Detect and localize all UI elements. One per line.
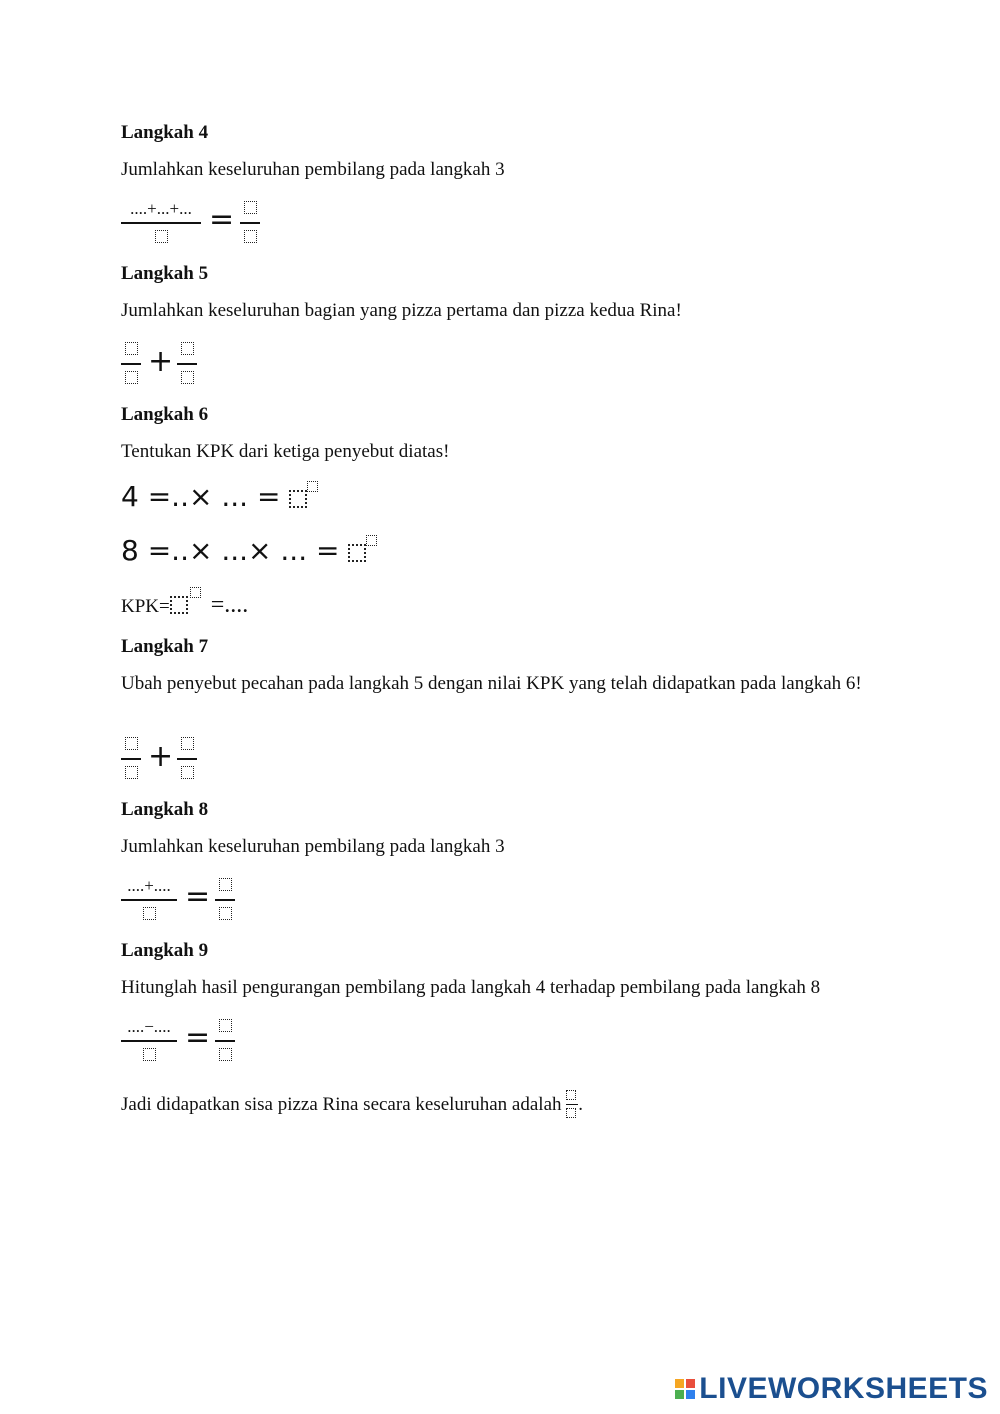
fraction-bar xyxy=(566,1104,578,1105)
answer-box[interactable] xyxy=(566,1090,576,1100)
answer-box[interactable] xyxy=(181,766,194,779)
logo-text: LIVEWORKSHEETS xyxy=(699,1372,988,1405)
answer-box-exponent[interactable] xyxy=(190,587,201,598)
fraction-bar xyxy=(215,1040,235,1042)
answer-box[interactable] xyxy=(125,737,138,750)
factor-line-4-text: 4 =..× ... = xyxy=(121,480,281,513)
step-5-fraction-2 xyxy=(177,338,197,390)
plus-sign: + xyxy=(148,344,174,379)
fraction-bar xyxy=(121,363,141,365)
answer-box[interactable] xyxy=(125,371,138,384)
kpk-label: KPK= xyxy=(121,596,170,617)
step-9-title: Langkah 9 xyxy=(121,940,209,961)
step-6-title: Langkah 6 xyxy=(121,404,209,425)
step-8-title: Langkah 8 xyxy=(121,799,209,820)
factor-line-8-text: 8 =..× ...× ... = xyxy=(121,534,340,567)
answer-box[interactable] xyxy=(170,596,188,614)
answer-box[interactable] xyxy=(244,230,257,243)
step-7-fraction-1 xyxy=(121,733,141,785)
fraction-bar xyxy=(121,899,177,901)
step-5-fraction-1 xyxy=(121,338,141,390)
answer-box[interactable] xyxy=(348,544,366,562)
liveworksheets-logo xyxy=(675,1372,988,1406)
step-5-text: Jumlahkan keseluruhan bagian yang pizza pertama dan pizza kedua Rina! xyxy=(121,300,682,321)
answer-box[interactable] xyxy=(566,1108,576,1118)
step-4-text: Jumlahkan keseluruhan pembilang pada langkah 3 xyxy=(121,159,505,180)
conclusion-fraction xyxy=(566,1090,578,1120)
step-4-numerator: ....+...+... xyxy=(130,199,192,218)
factor-line-8 xyxy=(121,534,377,567)
step-9-numerator: ....−.... xyxy=(127,1017,171,1036)
step-7-title: Langkah 7 xyxy=(121,636,209,657)
step-7-text: Ubah penyebut pecahan pada langkah 5 dengan nilai KPK yang telah didapatkan pada langkah 6! xyxy=(121,673,862,694)
step-7-fraction-2 xyxy=(177,733,197,785)
fraction-bar xyxy=(177,758,197,760)
answer-box[interactable] xyxy=(181,737,194,750)
fraction-bar xyxy=(121,758,141,760)
conclusion-period: . xyxy=(578,1094,584,1115)
fraction-bar xyxy=(215,899,235,901)
equals-sign: = xyxy=(209,202,235,237)
answer-box[interactable] xyxy=(181,371,194,384)
answer-box[interactable] xyxy=(219,1048,232,1061)
step-4-fraction-right xyxy=(240,197,260,249)
step-8-text: Jumlahkan keseluruhan pembilang pada langkah 3 xyxy=(121,836,505,857)
fraction-bar xyxy=(177,363,197,365)
fraction-bar xyxy=(121,1040,177,1042)
answer-box[interactable] xyxy=(143,1048,156,1061)
answer-box[interactable] xyxy=(219,907,232,920)
factor-line-4 xyxy=(121,480,318,513)
step-8-numerator: ....+.... xyxy=(127,876,171,895)
step-6-text: Tentukan KPK dari ketiga penyebut diatas! xyxy=(121,441,450,462)
answer-box[interactable] xyxy=(289,490,307,508)
kpk-line xyxy=(121,587,248,618)
conclusion xyxy=(121,1090,583,1120)
answer-box[interactable] xyxy=(125,766,138,779)
step-4-fraction-left xyxy=(121,197,201,249)
step-5-title: Langkah 5 xyxy=(121,263,209,284)
fraction-bar xyxy=(121,222,201,224)
step-8-fraction-left xyxy=(121,874,177,926)
plus-sign: + xyxy=(148,739,174,774)
answer-box[interactable] xyxy=(155,230,168,243)
answer-box[interactable] xyxy=(219,1019,232,1032)
kpk-result: =.... xyxy=(210,592,249,618)
answer-box[interactable] xyxy=(181,342,194,355)
equals-sign: = xyxy=(185,1020,211,1055)
step-4-title: Langkah 4 xyxy=(121,122,209,143)
answer-box[interactable] xyxy=(143,907,156,920)
equals-sign: = xyxy=(185,879,211,914)
fraction-bar xyxy=(240,222,260,224)
step-9-fraction-right xyxy=(215,1015,235,1067)
logo-mark-icon xyxy=(675,1379,695,1399)
answer-box-exponent[interactable] xyxy=(366,535,377,546)
answer-box[interactable] xyxy=(244,201,257,214)
step-9-text: Hitunglah hasil pengurangan pembilang pada langkah 4 terhadap pembilang pada langkah 8 xyxy=(121,977,821,998)
conclusion-text: Jadi didapatkan sisa pizza Rina secara keseluruhan adalah xyxy=(121,1094,562,1115)
step-8-fraction-right xyxy=(215,874,235,926)
step-9-fraction-left xyxy=(121,1015,177,1067)
answer-box[interactable] xyxy=(219,878,232,891)
answer-box-exponent[interactable] xyxy=(307,481,318,492)
answer-box[interactable] xyxy=(125,342,138,355)
